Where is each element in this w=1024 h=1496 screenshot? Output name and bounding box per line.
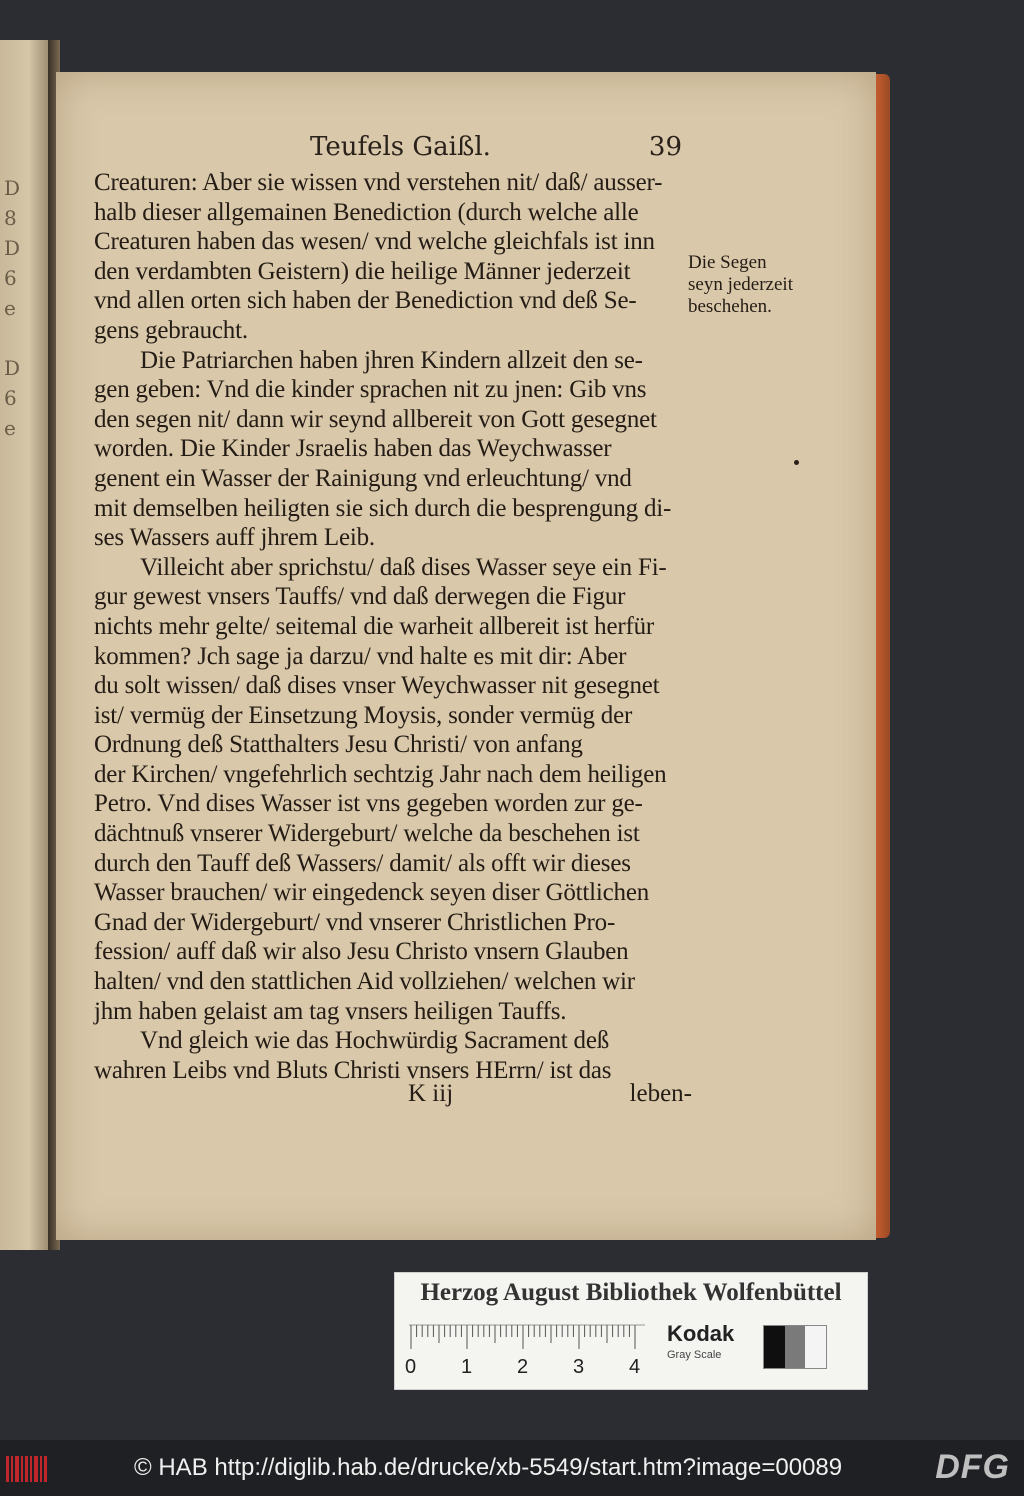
library-name: Herzog August Bibliothek Wolfenbüttel [420,1279,842,1306]
ruler-number: 3 [573,1356,585,1378]
text-line: Creaturen: Aber sie wissen vnd verstehen nit/ daß/ ausser- [94,169,663,196]
page-edge-mark: D [4,236,21,260]
text-line: Wasser brauchen/ wir eingedenck seyen diser Göttlichen [94,879,650,907]
text-line: du solt wissen/ daß dises vnser Weychwasser nit gesegnet [94,672,660,700]
swatch-white [805,1326,826,1368]
barcode-icon [6,1456,48,1482]
margin-note [688,252,808,318]
page-number: 39 [648,132,682,162]
text-line: vnd allen orten sich haben der Benediction vnd deß Se- [94,287,637,315]
page-edge-mark: e [4,416,16,440]
page-edge-mark: 6 [4,386,17,410]
page-edge [876,74,890,1238]
ruler-number: 0 [405,1356,417,1378]
catchword: leben- [629,1080,692,1107]
text-line: nichts mehr gelte/ seitemal die warheit allbereit ist herfür [94,612,655,640]
page-footer [100,1080,692,1110]
page-edge-mark: 8 [4,206,17,230]
ink-speck [794,460,799,465]
body-text [94,168,692,1085]
gray-swatches [763,1325,827,1369]
text-line: wahren Leibs vnd Bluts Christi vnsers HErrn/ ist das [94,1056,612,1084]
ruler [405,1323,645,1379]
text-line: halten/ vnd den stattlichen Aid vollziehen/ welchen wir [94,968,635,996]
dfg-logo: DFG [935,1448,1010,1486]
text-line: durch den Tauff deß Wassers/ damit/ als offt wir dieses [94,849,631,877]
text-line: Petro. Vnd dises Wasser ist vns gegeben worden zur ge- [94,790,643,818]
page-header [252,128,682,168]
ruler-number: 2 [517,1356,529,1378]
margin-note-line: Die Segen [688,252,767,273]
page-edge-mark: e [4,296,16,320]
margin-note-line: seyn jederzeit [688,274,793,295]
text-line: genent ein Wasser der Rainigung vnd erleuchtung/ vnd [94,464,632,492]
margin-note-line: beschehen. [688,296,772,317]
previous-page-edge [0,40,48,1250]
swatch-black [764,1326,785,1368]
text-line: kommen? Jch sage ja darzu/ vnd halte es mit dir: Aber [94,642,627,670]
page-edge-mark: D [4,356,21,380]
text-line: jhm haben gelaist am tag vnsers heiligen Tauffs. [94,997,567,1025]
text-line: ist/ vermüg der Einsetzung Moysis, sonder vermüg der [94,701,633,729]
viewer-footer [0,1440,1024,1496]
text-line: halb dieser allgemainen Benediction (durch welche alle [94,198,639,226]
text-line: gen geben: Vnd die kinder sprachen nit zu jnen: Gib vns [94,376,647,404]
kodak-logo: Kodak [667,1321,735,1346]
text-line: Creaturen haben das wesen/ vnd welche gleichfals ist inn [94,228,655,256]
text-line: Gnad der Widergeburt/ vnd vnserer Christlichen Pro- [94,908,616,936]
color-card [394,1272,868,1390]
text-line: Die Patriarchen haben jhren Kindern allzeit den se- [140,346,643,374]
text-line: ses Wassers auff jhrem Leib. [94,524,375,552]
text-line: den verdambten Geistern) die heilige Männer jederzeit [94,257,631,285]
copyright-link[interactable]: © HAB http://diglib.hab.de/drucke/xb-5549/start.htm?image=00089 [134,1454,843,1481]
text-line: worden. Die Kinder Jsraelis haben das Weychwasser [94,435,612,463]
text-line: mit demselben heiligten sie sich durch die besprengung di- [94,494,672,522]
page-edge-mark: 6 [4,266,17,290]
text-line: Villeicht aber sprichstu/ daß dises Wasser seye ein Fi- [140,553,667,581]
swatch-gray [785,1326,806,1368]
signature-mark: K iij [408,1080,454,1107]
page-edge-mark: D [4,176,21,200]
running-title: Teufels Gaißl. [310,132,491,162]
text-line: gens gebraucht. [94,316,248,344]
ruler-number: 4 [629,1356,641,1378]
text-line: fession/ auff daß wir also Jesu Christo vnsern Glauben [94,938,629,966]
ruler-number: 1 [461,1356,473,1378]
gray-scale-label: Gray Scale [667,1349,722,1361]
text-line: der Kirchen/ vngefehrlich sechtzig Jahr nach dem heiligen [94,760,667,788]
text-line: gur gewest vnsers Tauffs/ vnd daß derwegen die Figur [94,583,626,611]
text-line: dächtnuß vnserer Widergeburt/ welche da beschehen ist [94,820,640,848]
text-line: Ordnung deß Statthalters Jesu Christi/ von anfang [94,731,583,759]
text-line: den segen nit/ dann wir seynd allbereit von Gott gesegnet [94,405,657,433]
text-line: Vnd gleich wie das Hochwürdig Sacrament deß [140,1027,610,1055]
